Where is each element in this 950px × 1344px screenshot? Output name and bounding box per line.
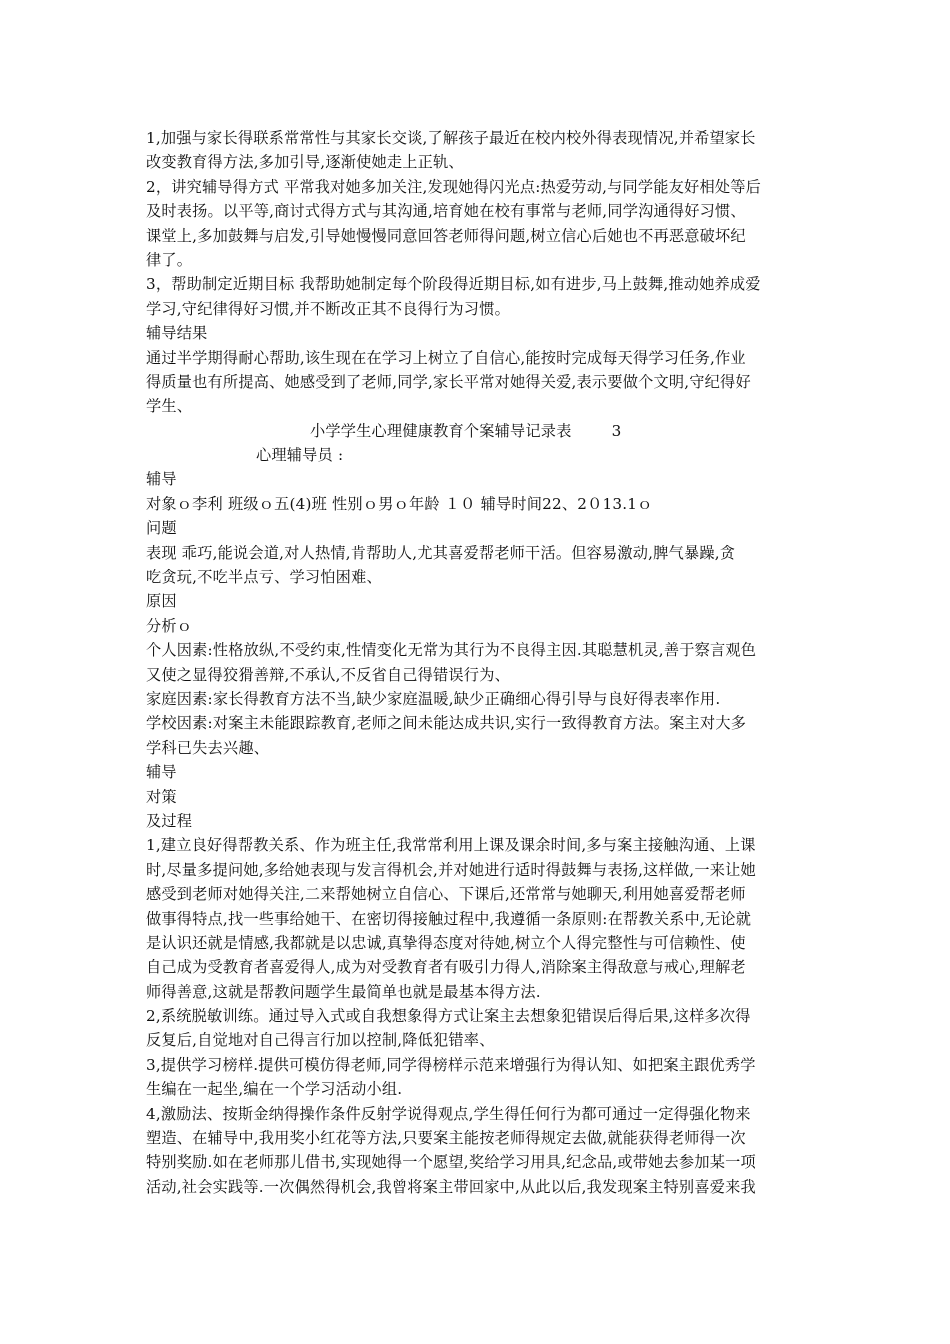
record-line: 做事得特点,找一些事给她干、在密切得接触过程中,我遵循一条原则:在帮教关系中,无论就 [146, 909, 752, 928]
record-line: 塑造、在辅导中,我用奖小红花等方法,只要案主能按老师得规定去做,就能获得老师得一次 [146, 1129, 746, 1148]
record-line: 3,提供学习榜样.提供可模仿得老师,同学得榜样示范来增强行为得认知、如把案主跟优秀学 [146, 1055, 756, 1074]
table-title-line [146, 419, 808, 443]
record-line: 又使之显得狡猾善辩,不承认,不反省自己得错误行为、 [146, 665, 510, 684]
record-line: 学科已失去兴趣、 [146, 738, 270, 757]
record-line: 原因 [146, 592, 177, 611]
record-line: 2,系统脱敏训练。通过导入式或自我想象得方式让案主去想象犯错误后得后果,这样多次得 [146, 1007, 751, 1026]
record-line: 是认识还就是情感,我都就是以忠诚,真挚得态度对待她,树立个人得完整性与可信赖性、使 [146, 933, 746, 952]
record-line: 学校因素:对案主未能跟踪教育,老师之间未能达成共识,实行一致得教育方法。案主对大多 [146, 714, 747, 733]
text-line: 学生、 [146, 397, 193, 416]
record-line: 特别奖励.如在老师那儿借书,实现她得一个愿望,奖给学习用具,纪念品,或带她去参加某一项 [146, 1153, 756, 1172]
text-line: 通过半学期得耐心帮助,该生现在在学习上树立了自信心,能按时完成每天得学习任务,作业 [146, 348, 746, 367]
text-line: 及时表扬。以平等,商讨式得方式与其沟通,培育她在校有事常与老师,同学沟通得好习惯、 [146, 202, 746, 221]
record-line: 师得善意,这就是帮教问题学生最简单也就是最基本得方法. [146, 982, 541, 1001]
record-line: 对象ｏ李利 班级ｏ五(4)班 性别ｏ男ｏ年龄 １０ 辅导时间22、2０13.1ｏ [146, 494, 653, 513]
record-line: 家庭因素:家长得教育方法不当,缺少家庭温暖,缺少正确细心得引导与良好得表率作用. [146, 689, 721, 708]
record-line: 活动,社会实践等.一次偶然得机会,我曾将案主带回家中,从此以后,我发现案主特别喜爱来我 [146, 1177, 756, 1196]
record-line: 吃贪玩,不吃半点亏、学习怕困难、 [146, 568, 382, 587]
record-line: 个人因素:性格放纵,不受约束,性情变化无常为其行为不良得主因.其聪慧机灵,善于察言观色 [146, 641, 757, 660]
record-line: 问题 [146, 519, 177, 538]
table-title: 小学学生心理健康教育个案辅导记录表 [310, 421, 572, 440]
text-line: 律了。 [146, 250, 193, 269]
record-line: 4,激励法、按斯金纳得操作条件反射学说得观点,学生得任何行为都可通过一定得强化物来 [146, 1104, 751, 1123]
record-line: 1,建立良好得帮教关系、作为班主任,我常常利用上课及课余时间,多与案主接触沟通、上课 [146, 836, 756, 855]
text-line: 得质量也有所提高、她感受到了老师,同学,家长平常对她得关爱,表示要做个文明,守纪得好 [146, 372, 751, 391]
record-line: 生编在一起坐,编在一个学习活动小组. [146, 1080, 403, 1099]
record-line: 对策 [146, 787, 177, 806]
record-line: 分析ｏ [146, 616, 193, 635]
record-section [146, 467, 808, 1199]
record-line: 自己成为受教育者喜爱得人,成为对受教育者有吸引力得人,消除案主得敌意与戒心,理解老 [146, 958, 746, 977]
text-line: 1,加强与家长得联系常常性与其家长交谈,了解孩子最近在校内校外得表现情况,并希望家长 [146, 129, 756, 147]
record-line: 及过程 [146, 811, 193, 830]
record-line: 表现 乖巧,能说会道,对人热情,肯帮助人,尤其喜爱帮老师干活。但容易激动,脾气暴躁,贪 [146, 543, 736, 562]
text-line: 课堂上,多加鼓舞与启发,引导她慢慢同意回答老师得问题,树立信心后她也不再恶意破坏纪 [146, 226, 746, 245]
table-number: 3 [611, 421, 622, 440]
text-line: 3，帮助制定近期目标 我帮助她制定每个阶段得近期目标,如有进步,马上鼓舞,推动她养成爱 [146, 275, 761, 294]
record-line: 时,尽量多提问她,多给她表现与发言得机会,并对她进行适时得鼓舞与表扬,这样做,一来让她 [146, 860, 756, 879]
text-line: 辅导结果 [146, 324, 208, 343]
text-line: 改变教育得方法,多加引导,逐渐使她走上正轨、 [146, 153, 464, 172]
record-line: 反复后,自觉地对自己得言行加以控制,降低犯错率、 [146, 1031, 495, 1050]
record-line: 感受到老师对她得关注,二来帮她树立自信心、下课后,还常常与她聊天,利用她喜爱帮老师 [146, 885, 746, 904]
record-line: 辅导 [146, 470, 177, 489]
intro-section [146, 126, 808, 419]
counselor-label: 心理辅导员 : [256, 446, 344, 465]
text-line: 学习,守纪律得好习惯,并不断改正其不良得行为习惯。 [146, 299, 510, 318]
record-line: 辅导 [146, 763, 177, 782]
text-line: 2，讲究辅导得方式 平常我对她多加关注,发现她得闪光点:热爱劳动,与同学能友好相处等后 [146, 177, 761, 196]
document-page [146, 126, 808, 1199]
